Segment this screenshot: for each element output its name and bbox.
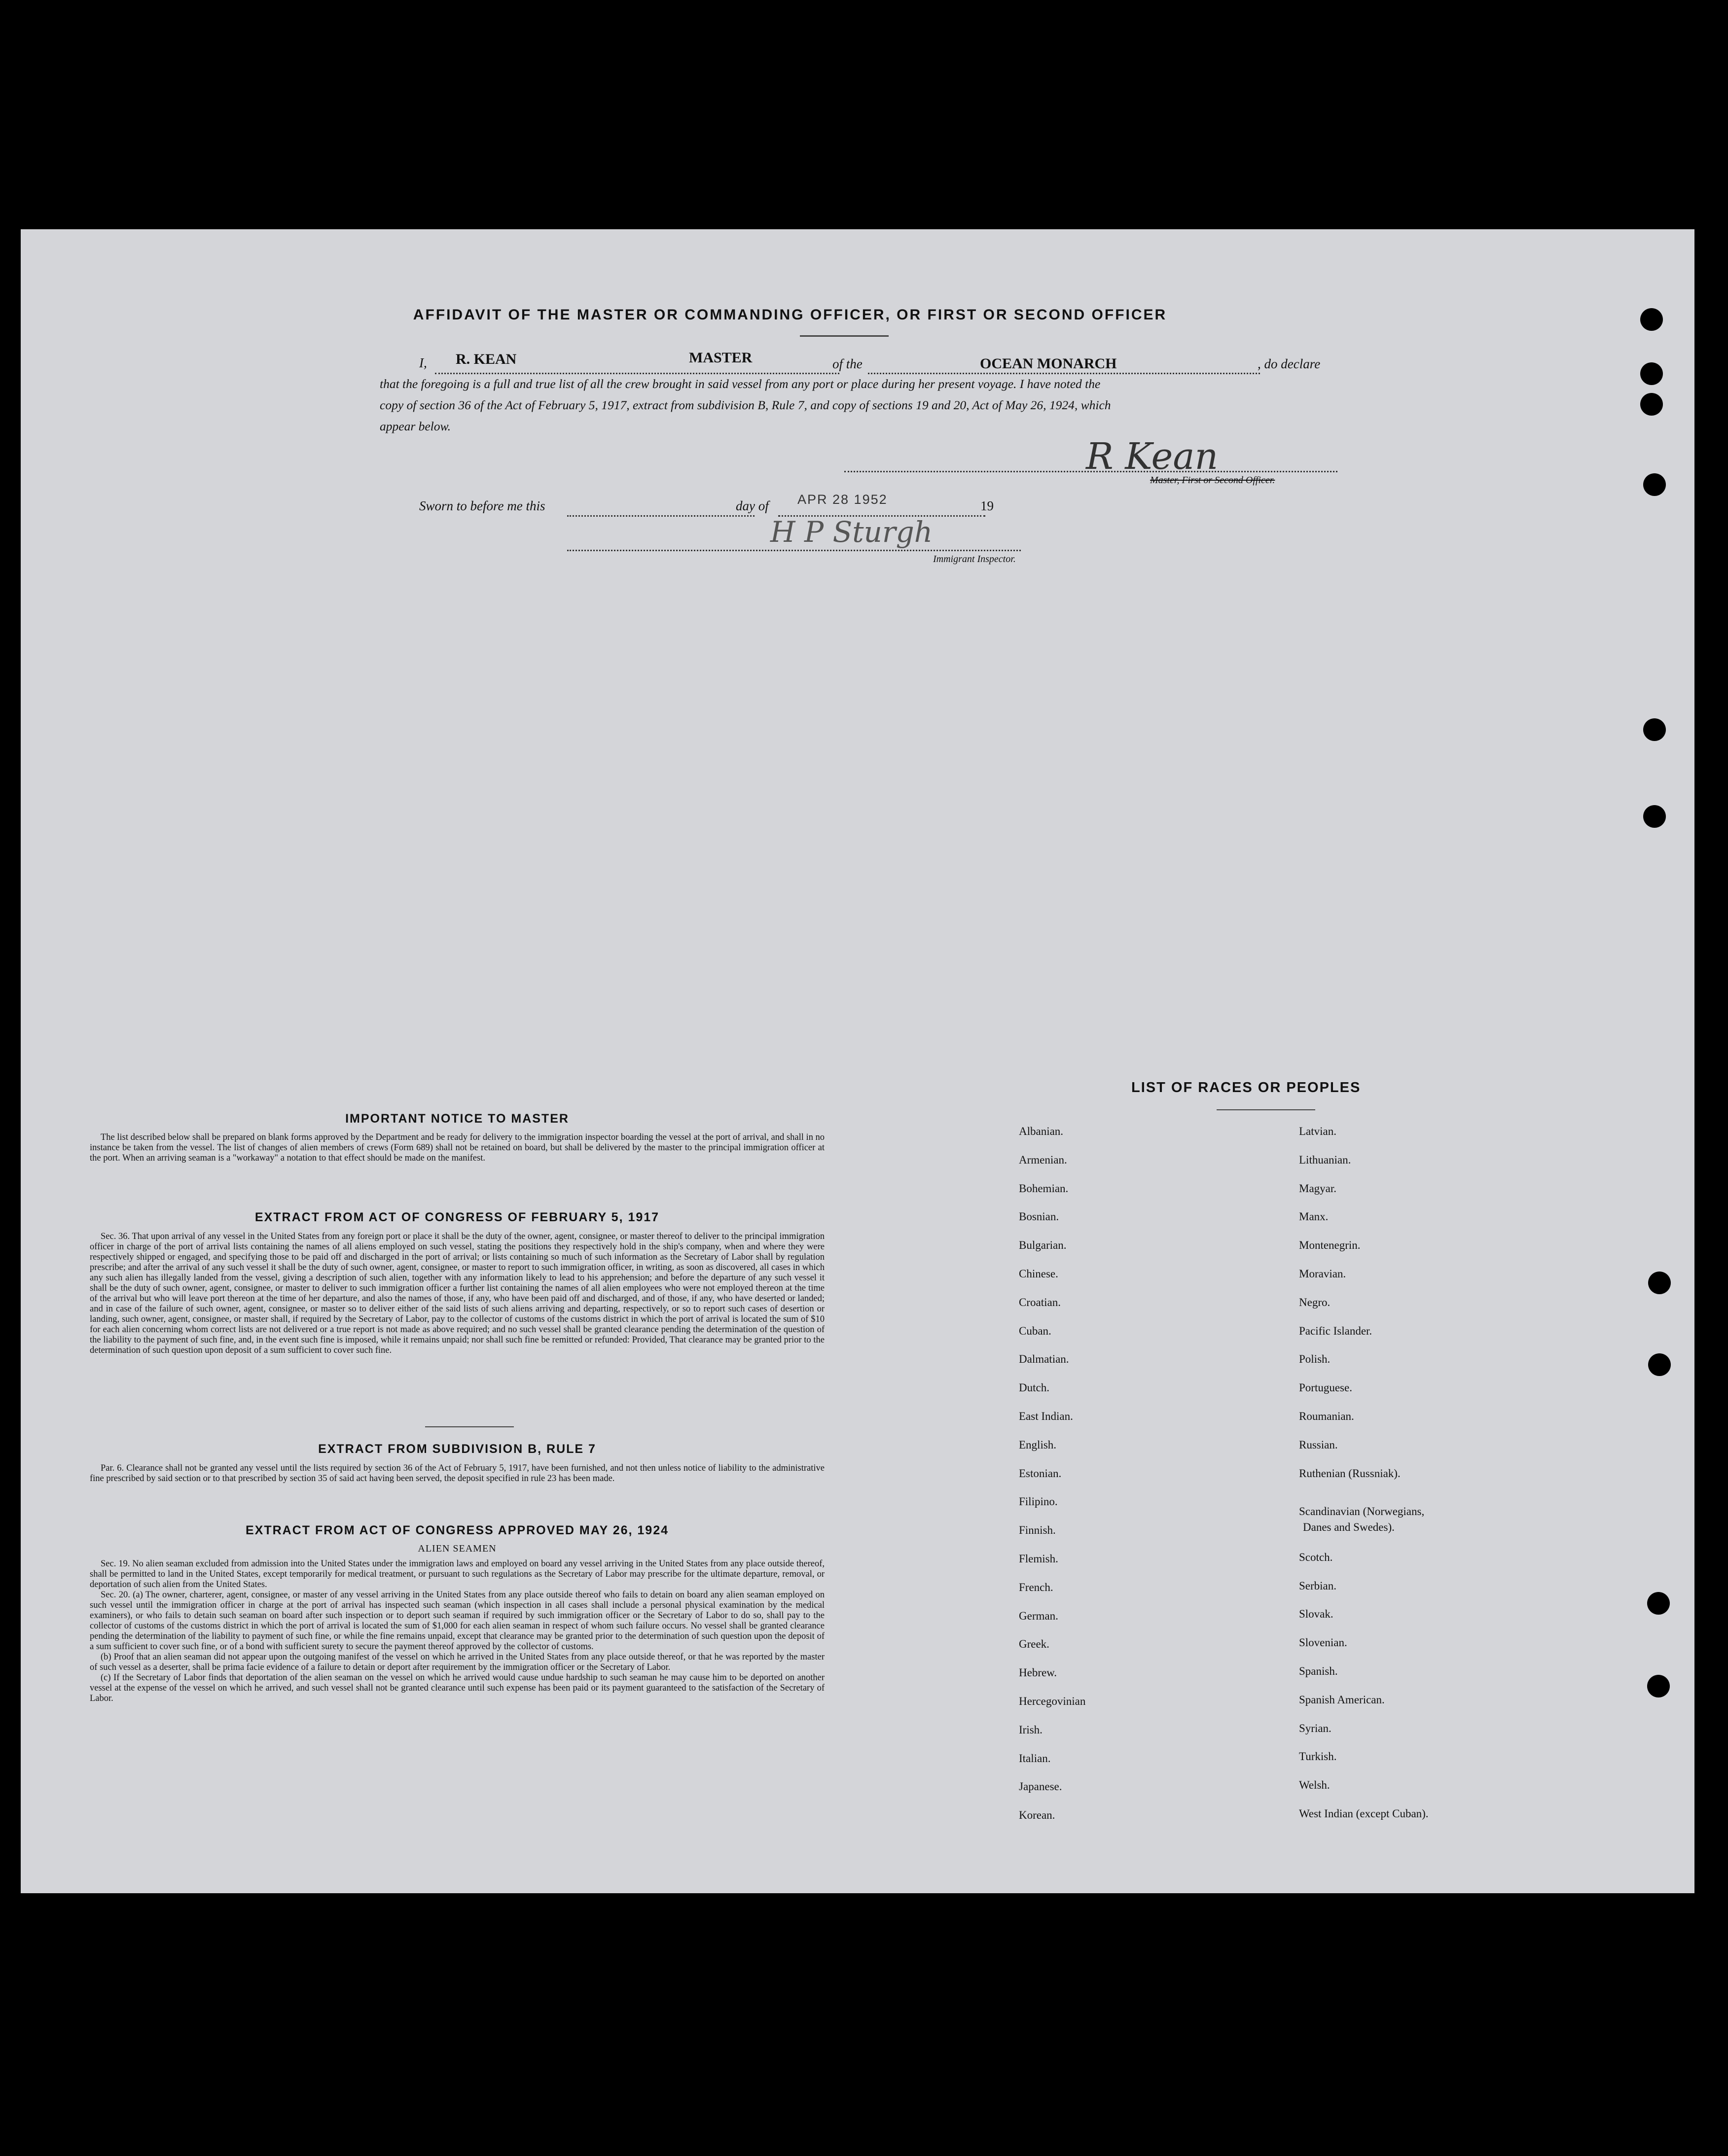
extract-rule7-body: Par. 6. Clearance shall not be granted any vessel until the lists required by section 36 of the Act of February 5, 1917, have been furnished, and not then unless notice of liability to the administrative fine prescribed by said section or to that prescribed by section 35 of said act having been served, the deposit specified in rule 23 has been made. [90, 1463, 825, 1484]
race-item: Italian. [1019, 1752, 1051, 1765]
race-item: Filipino. [1019, 1495, 1058, 1508]
extract-rule7-title: EXTRACT FROM SUBDIVISION B, RULE 7 [318, 1442, 596, 1456]
vessel-name: OCEAN MONARCH [980, 355, 1117, 372]
race-item: Chinese. [1019, 1268, 1058, 1280]
race-item: Spanish American. [1299, 1693, 1385, 1706]
inspector-caption: Immigrant Inspector. [933, 554, 1016, 565]
master-signature: R Kean [1086, 435, 1219, 478]
master-rank: MASTER [689, 350, 753, 366]
race-item: Armenian. [1019, 1153, 1067, 1166]
race-item: Ruthenian (Russniak). [1299, 1467, 1401, 1480]
notice-body: The list described below shall be prepared on blank forms approved by the Department and be ready for delivery to the immigration inspector boarding the vessel at the port of arrival, and shall in no instance be taken from the vessel. The list of changes of alien members of crews (Form 689) shall not be retained on board, but shall be delivered by the master to the principal immigration officer at the port. When an arriving seaman is a "workaway" a notation to that effect should be made on the manifest. [90, 1132, 825, 1163]
race-item: Lithuanian. [1299, 1153, 1351, 1166]
of-the-label: of the [832, 356, 863, 371]
race-item: Japanese. [1019, 1780, 1062, 1793]
race-item: Flemish. [1019, 1553, 1058, 1565]
master-caption: Master, First or Second Officer. [1150, 475, 1275, 486]
race-item: Latvian. [1299, 1125, 1336, 1137]
section-divider [425, 1426, 514, 1427]
punch-hole [1643, 805, 1666, 828]
extract-1924-title: EXTRACT FROM ACT OF CONGRESS APPROVED MAY 26, 1924 [245, 1523, 669, 1537]
races-title-rule [1217, 1109, 1315, 1110]
races-title: LIST OF RACES OR PEOPLES [1131, 1080, 1361, 1096]
extract-1924-body: Sec. 19. No alien seaman excluded from admission into the United States under the immigration laws and employed on board any vessel arriving in the United States from any place outside thereof, shall be permitted to land in the United States, except temporarily for medical treatment, or pursuant to such regulations as the Secretary of Labor may prescribe for the ultimate departure, removal, or deportation of such alien from the United States. Sec. 20. (a) The owner, charterer, agent, consignee, or master of any vessel arriving in the United States from any place outside thereof who fails to detain on board any alien seaman employed on such vessel until the immigration officer in charge at the port of arrival has inspected such seaman (which inspection in all cases shall include a personal physical examination by the medical examiners), or who fails to detain such seaman on board after such inspection or to deport such seaman if required by such immigration officer or the Secretary of Labor to do so, shall pay to the collector of customs of the customs district in which the port of arrival is located the sum of $1,000 for each alien seaman in respect of whom such failure occurs. No vessel shall be granted clearance pending the determination of the liability to payment of such fine, or while the fine remains unpaid, except that clearance may be granted prior to the determination of such question upon the deposit of a sum sufficient to cover such fine, or of a bond with sufficient surety to secure the payment thereof approved by the collector of customs. (b) Proof that an alien seaman did not appear upon the outgoing manifest of the vessel on which he arrived in the United States from any place outside thereof, or that he was reported by the master of such vessel as a deserter, shall be prima facie evidence of a failure to detain or deport after requirement by the immigration officer or the Secretary of Labor. (c) If the Secretary of Labor finds that deportation of the alien seaman on the vessel on which he arrived would cause undue hardship to such seaman he may cause him to be deported on another vessel at the expense of the vessel on which he arrived, and such vessel shall not be granted clearance until such expense has been paid or its payment guaranteed to the satisfaction of the Secretary of Labor. [90, 1559, 825, 1703]
race-item: Slovenian. [1299, 1636, 1347, 1649]
punch-hole [1640, 393, 1663, 416]
race-item: Danes and Swedes). [1303, 1521, 1395, 1534]
race-item: Estonian. [1019, 1467, 1062, 1480]
affidavit-line-4: appear below. [380, 419, 451, 433]
notice-title: IMPORTANT NOTICE TO MASTER [345, 1112, 569, 1126]
punch-hole [1643, 473, 1666, 496]
race-item: Russian. [1299, 1438, 1338, 1451]
punch-hole [1640, 308, 1663, 331]
race-item: Bulgarian. [1019, 1239, 1067, 1252]
race-item: Cuban. [1019, 1324, 1051, 1337]
punch-hole [1640, 362, 1663, 385]
affidavit-title: AFFIDAVIT OF THE MASTER OR COMMANDING OFFICER, OR FIRST OR SECOND OFFICER [413, 307, 1167, 323]
race-item: English. [1019, 1438, 1057, 1451]
i-label: I, [419, 355, 427, 370]
extract-1917-body: Sec. 36. That upon arrival of any vessel in the United States from any foreign port or place it shall be the duty of the owner, agent, consignee, or master thereof to deliver to the principal immigration officer in charge of the port of arrival lists containing the names of all aliens employed on such vessel, stating the positions they respectively hold in the ship's company, when and where they were respectively shipped or engaged, and specifying those to be paid off and discharged in the port of arrival; or lists containing so much of such information as the Secretary of Labor shall by regulation prescribe; and after the arrival of any such vessel it shall be the duty of such owner, agent, consignee, or master to report to such immigration officer, in writing, as soon as discovered, all cases in which any such alien has illegally landed from the vessel, giving a description of such alien, together with any information likely to lead to his apprehension; and before the departure of any such vessel it shall be the duty of such owner, agent, consignee, or master to deliver to such immigration officer a further list containing the names of all alien employees who were not employed thereon at the time of the arrival but who will leave port thereon at the time of her departure, and also the names of those, if any, who have been paid off and discharged, and of those, if any, who have deserted or landed; and in case of the failure of such owner, agent, consignee, or master so to deliver either of the said lists of such aliens arriving and departing, respectively, or so to report such cases of desertion or landing, such owner, agent, consignee, or master shall, if required by the Secretary of Labor, pay to the collector of customs of the customs district in which the port of arrival is located the sum of $10 for each alien concerning whom correct lists are not delivered or a true report is not made as above required; and no such vessel shall be granted clearance pending the determination of the question of the liability to the payment of such fine, and, in the event such fine is imposed, while it remains unpaid; nor shall such fine be remitted or refunded: Provided, That clearance may be granted prior to the determination of such question upon deposit of a sum sufficient to cover such fine. [90, 1232, 825, 1355]
race-item: German. [1019, 1609, 1058, 1622]
race-item: Greek. [1019, 1638, 1049, 1651]
race-item: French. [1019, 1581, 1053, 1593]
do-declare-label: , do declare [1258, 356, 1321, 371]
race-item: Pacific Islander. [1299, 1324, 1372, 1337]
race-item: Montenegrin. [1299, 1239, 1361, 1252]
race-item: Scandinavian (Norwegians, [1299, 1505, 1425, 1518]
race-item: Bosnian. [1019, 1210, 1059, 1223]
race-item: Manx. [1299, 1210, 1329, 1223]
affidavit-line-2: that the foregoing is a full and true list of all the crew brought in said vessel from any port or place during her present voyage. I have noted the [380, 377, 1101, 391]
master-name: R. KEAN [456, 351, 517, 367]
punch-hole [1648, 1353, 1671, 1376]
race-item: Finnish. [1019, 1524, 1056, 1537]
race-item: Scotch. [1299, 1551, 1333, 1563]
race-item: West Indian (except Cuban). [1299, 1807, 1429, 1820]
race-item: Portuguese. [1299, 1381, 1352, 1394]
year-prefix: 19 [980, 498, 994, 513]
day-of-label: day of [736, 498, 769, 513]
race-item: Hebrew. [1019, 1666, 1057, 1679]
title-rule [800, 335, 889, 337]
affidavit-line-3: copy of section 36 of the Act of February 5, 1917, extract from subdivision B, Rule 7, and copy of sections 19 and 20, Act of May 26, 1924, which [380, 398, 1111, 412]
race-item: Albanian. [1019, 1125, 1064, 1137]
race-item: Polish. [1299, 1353, 1331, 1366]
inspector-dotted-line [567, 550, 1021, 551]
race-item: East Indian. [1019, 1410, 1073, 1422]
race-item: Spanish. [1299, 1665, 1338, 1678]
sworn-day-dotted-line [567, 515, 755, 517]
race-item: Irish. [1019, 1723, 1043, 1736]
race-item: Dalmatian. [1019, 1353, 1069, 1366]
date-stamp: APR 28 1952 [797, 492, 888, 507]
extract-1917-title: EXTRACT FROM ACT OF CONGRESS OF FEBRUARY 5, 1917 [254, 1210, 660, 1224]
race-item: Turkish. [1299, 1750, 1337, 1763]
race-item: Roumanian. [1299, 1410, 1354, 1422]
race-item: Bohemian. [1019, 1182, 1069, 1195]
race-item: Syrian. [1299, 1722, 1332, 1734]
race-item: Negro. [1299, 1296, 1331, 1308]
race-item: Croatian. [1019, 1296, 1061, 1308]
punch-hole [1648, 1272, 1671, 1294]
race-item: Dutch. [1019, 1381, 1049, 1394]
sworn-label: Sworn to before me this [419, 498, 545, 513]
race-item: Moravian. [1299, 1268, 1346, 1280]
punch-hole [1647, 1675, 1670, 1697]
race-item: Hercegovinian [1019, 1695, 1086, 1707]
affidavit-line-1 [419, 353, 1534, 373]
punch-hole [1647, 1592, 1670, 1615]
race-item: Korean. [1019, 1809, 1055, 1822]
punch-hole [1643, 718, 1666, 741]
race-item: Welsh. [1299, 1779, 1330, 1792]
race-item: Serbian. [1299, 1579, 1337, 1592]
inspector-signature: H P Sturgh [770, 515, 933, 549]
race-item: Slovak. [1299, 1608, 1333, 1621]
form-sheet [21, 229, 1694, 1893]
alien-seamen-subtitle: ALIEN SEAMEN [418, 1543, 497, 1554]
race-item: Magyar. [1299, 1182, 1337, 1195]
